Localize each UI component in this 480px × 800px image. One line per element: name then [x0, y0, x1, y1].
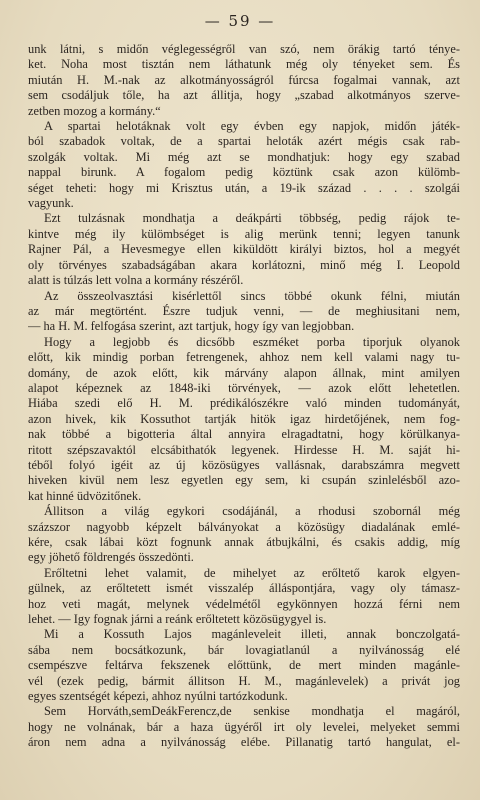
paragraph [28, 566, 460, 628]
text-line: gülnek, az erőltetett ismét visszalép álláspontjára, vagy oly támasz- [28, 581, 460, 596]
text-line: ból szabadok voltak, de a spartai heloták azért mégis csak rab- [28, 134, 460, 149]
text-line: előtt, kik mindig porban fetrengenek, ahhoz nem kell valami nagy tu- [28, 350, 460, 365]
text-line: hogy ne volnának, bár a haza ügyéről irt oly levelei, melyeket semmi [28, 719, 460, 734]
text-line: Erőltetni lehet valamit, de mihelyet az erőltető karok elgyen- [44, 565, 460, 580]
paragraph [28, 211, 460, 288]
text-line: csempészve feltárva fekszenek előttünk, de mert minden magánle- [28, 658, 460, 673]
text-line: kat hinné üdvözitőnek. [28, 488, 142, 503]
text-line: séget teheti: hogy mi Krisztus után, a 19-ik század . . . . szolgái [28, 180, 460, 195]
paragraph [28, 704, 460, 750]
text-line: vagyunk. [28, 196, 74, 211]
text-line: áron nem adna a nyilvánosság elébe. Pillanatig tartó hangulat, el- [28, 735, 460, 750]
text-line: unk látni, s midőn véglegességről van szó, nem örákig tartó ténye- [28, 42, 460, 56]
text-line: Mi a Kossuth Lajos magánleveleit illeti, annak bonczolgatá- [44, 627, 460, 642]
paragraph [28, 504, 460, 566]
paragraph [28, 627, 460, 704]
text-line: miután H. M.-nak az alkotmányosságról fúrcsa fogalmai vannak, azt [28, 72, 460, 87]
body-text [28, 42, 460, 751]
text-line: sába nem bocsátkozunk, bár lovagiatlanúl a nyilvánosság elé [28, 642, 460, 657]
text-line: kére, csak lábai közt fognunk annak átbujkálni, és csakis addig, míg [28, 535, 460, 549]
text-line: Hogy a legjobb és dicsőbb eszméket porba tiporjuk olyanok [44, 334, 460, 349]
paragraph [28, 335, 460, 504]
text-line: kintve még ily külömbséget is alig merünk tenni; legyen tanunk [28, 226, 460, 241]
text-line: Rajner Pál, a Hevesmegye ellen kiküldött királyi biztos, hol a megyét [28, 242, 460, 257]
text-line: Ezt tulzásnak mondhatja a deákpárti többség, pedig rájok te- [44, 211, 460, 226]
text-line: egy jöhető földrengés összedönti. [28, 550, 194, 565]
text-line: az már megtörtént. Észre tudjuk venni, — de meghiusitani nem, [28, 303, 460, 318]
text-line: sem csodáljuk tőle, ha azt állitja, hogy „szabad alkotmányos szerve- [28, 88, 460, 103]
text-line: alatt is túlzás lett volna a kormány részéről. [28, 273, 244, 288]
text-line: Sem Horváth,semDeákFerencz,de senkise mondhatja el magáról, [44, 704, 460, 719]
paragraph [28, 119, 460, 211]
text-line: Az összeolvasztási kisérlettől sincs többé okunk félni, miután [44, 288, 460, 303]
text-line: hoz veti magát, melynek védelmétől egykönnyen hozzá férni nem [28, 596, 460, 611]
text-line: A spartai helotáknak volt egy évben egy napjok, midőn játék- [44, 119, 460, 134]
text-line: hiveken kivül nem lesz egyetlen egy sem, ki csupán szinlelésből azo- [28, 473, 460, 488]
text-line: azon hivek, kik Kossuthot tartják hitök igaz hirdetőjének, nem fog- [28, 411, 460, 426]
text-line: ket. Noha most tisztán nem láthatunk még oly tényeket sem. És [28, 57, 460, 72]
text-line: oly törvényes szabadságában akara korlátozni, minő még I. Leopold [28, 257, 460, 272]
text-line: nappal birunk. A fogalom pedig köztünk csak azon külömb- [28, 165, 460, 180]
text-line: vél (ezek pedig, bármit állitson H. M., magánlevelek) a privát jog [28, 673, 460, 688]
text-line: domány, de azok előtt, kik márvány alapon állnak, mint amilyen [28, 365, 460, 380]
text-line: Hiába szedi elő H. M. prédikálószékre való minden tudományát, [28, 396, 460, 411]
text-line: nak többé a bigotteria által annyira elragadtatni, hogy körülkanya- [28, 427, 460, 442]
text-line: Állitson a világ egykori csodájánál, a rhodusi szobornál még [44, 504, 460, 519]
text-line: lehet. — Igy fognak járni a reánk erőltetett közösügygyel is. [28, 612, 327, 627]
text-line: alapot képeznek az 1848-iki törvények, — azok előtt lehetetlen. [28, 380, 460, 395]
text-line: zetben mozog a kormány.“ [28, 103, 161, 118]
text-line: — ha H. M. felfogása szerint, azt tartjuk, hogy így van legjobban. [28, 319, 355, 334]
text-line: téből folyó igéit az új közösügyes vallásnak, darabszámra megvett [28, 457, 460, 472]
paragraph [28, 289, 460, 335]
text-line: százszor nagyobb képzelt bálványokat a közösügy diadalának emlé- [28, 519, 460, 534]
page-number: — 59 — [204, 12, 276, 30]
text-line: egyes szentségét képezi, ahhoz nyúlni tartózkodunk. [28, 689, 288, 704]
paragraph [28, 42, 460, 119]
text-line: szolgák voltak. Mi még azt se mondhatjuk: hogy egy szabad [28, 149, 460, 164]
text-line: ritott szépszavaktól elcsábithatók legyenek. Hirdesse H. M. saját hi- [28, 442, 460, 457]
